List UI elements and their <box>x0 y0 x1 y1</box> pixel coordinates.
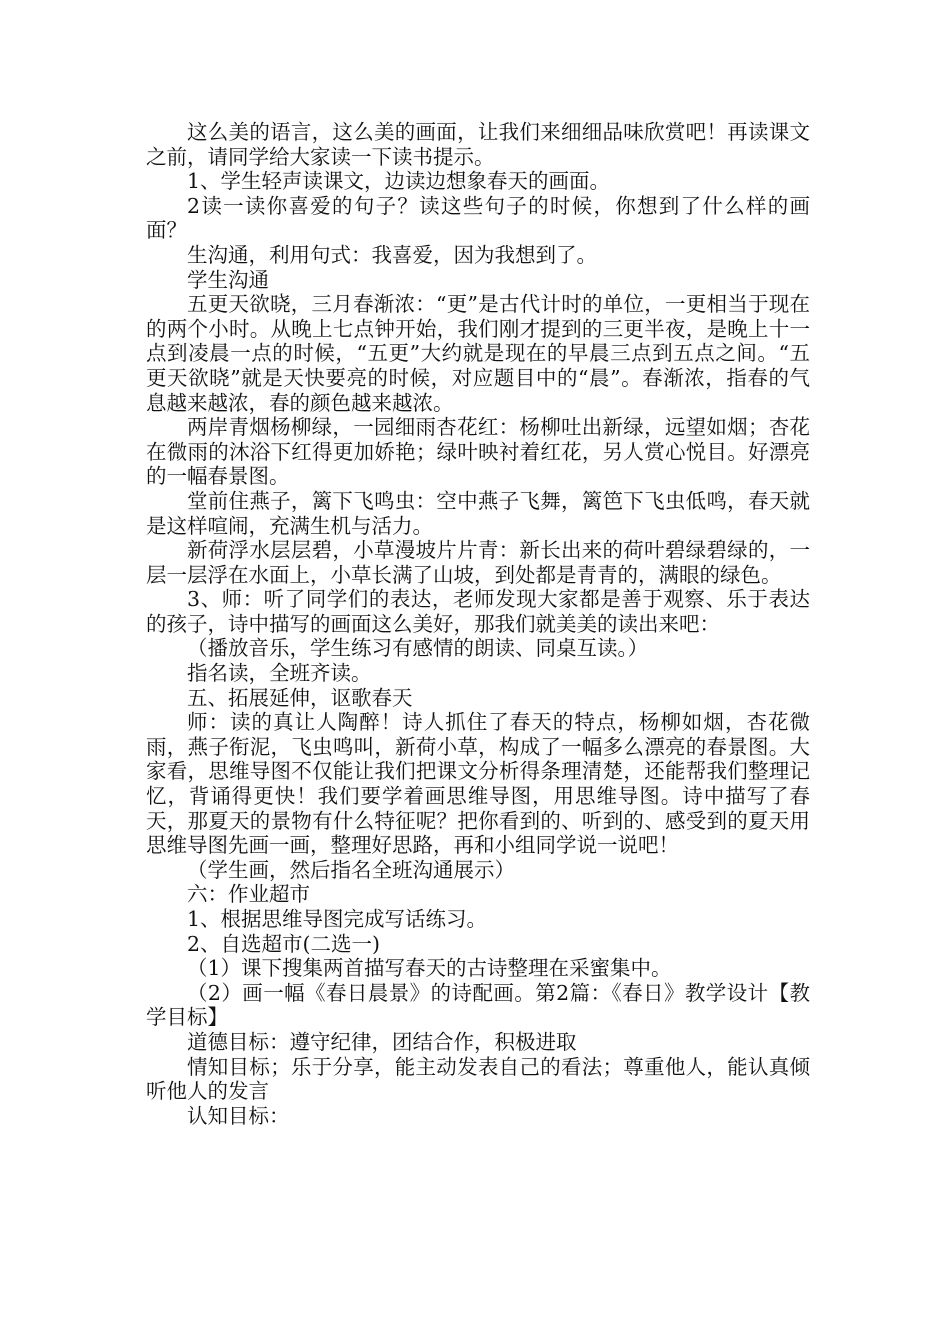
paragraph-2: 1、学生轻声读课文，边读边想象春天的画面。 <box>187 169 611 194</box>
paragraph-7: 两岸青烟杨柳绿，一园细雨杏花红：杨柳吐出新绿，远望如烟；杏花在微雨的沐浴下红得更加娇艳；绿叶映衬着红花，另人赏心悦目。好漂亮的一幅春景图。 <box>146 415 810 489</box>
paragraph-4: 生沟通，利用句式：我喜爱，因为我想到了。 <box>187 242 597 267</box>
paragraph-9: 新荷浮水层层碧，小草漫坡片片青：新长出来的荷叶碧绿碧绿的，一层一层浮在水面上，小草长满了山坡，到处都是青青的，满眼的绿色。 <box>146 538 810 587</box>
paragraph-23: 认知目标： <box>187 1103 290 1128</box>
paragraph-1: 这么美的语言，这么美的画面，让我们来细细品味欣赏吧！再读课文之前，请同学给大家读一下读书提示。 <box>146 120 810 169</box>
paragraph-15: （学生画，然后指名全班沟通展示） <box>187 857 515 882</box>
section-heading-extension: 五、拓展延伸，讴歌春天 <box>187 685 413 710</box>
section-heading-homework: 六：作业超市 <box>187 882 310 907</box>
document-body <box>146 120 810 1128</box>
paragraph-14: 师：读的真让人陶醉！诗人抓住了春天的特点，杨柳如烟，杏花微雨，燕子衔泥，飞虫鸣叫，新荷小草，构成了一幅多么漂亮的春景图。大家看，思维导图不仅能让我们把课文分析得条理清楚，还能帮我们整理记忆，背诵得更快！我们要学着画思维导图，用思维导图。诗中描写了春天，那夏天的景物有什么特征呢？把你看到的、听到的、感受到的夏天用思维导图先画一画，整理好思路，再和小组同学说一说吧！ <box>146 710 810 858</box>
paragraph-12: 指名读，全班齐读。 <box>187 661 372 686</box>
paragraph-3: 2读一读你喜爱的句子？读这些句子的时候，你想到了什么样的画面？ <box>146 193 810 243</box>
paragraph-22: 情知目标；乐于分享，能主动发表自己的看法；尊重他人，能认真倾听他人的发言 <box>146 1054 810 1104</box>
paragraph-10: 3、师：听了同学们的表达，老师发现大家都是善于观察、乐于表达的孩子，诗中描写的画面这么美好，那我们就美美的读出来吧： <box>146 587 810 636</box>
paragraph-19: （1）课下搜集两首描写春天的古诗整理在采蜜集中。 <box>187 956 672 981</box>
paragraph-8: 堂前住燕子，篱下飞鸣虫：空中燕子飞舞，篱笆下飞虫低鸣，春天就是这样喧闹，充满生机与活力。 <box>146 488 810 538</box>
paragraph-18: 2、自选超市(二选一) <box>187 931 381 956</box>
paragraph-5: 学生沟通 <box>187 267 269 292</box>
paragraph-17: 1、根据思维导图完成写话练习。 <box>187 907 488 931</box>
paragraph-11: （播放音乐，学生练习有感情的朗读、同桌互读。） <box>187 636 649 661</box>
paragraph-20: （2）画一幅《春日晨景》的诗配画。第2篇：《春日》教学设计【教学目标】 <box>146 980 810 1030</box>
paragraph-6: 五更天欲晓，三月春渐浓：“更”是古代计时的单位，一更相当于现在的两个小时。从晚上七点钟开始，我们刚才提到的三更半夜，是晚上十一点到凌晨一点的时候，“五更”大约就是现在的早晨三点到五点之间。“五更天欲晓”就是天快要亮的时候，对应题目中的“晨”。春渐浓，指春的气息越来越浓，春的颜色越来越浓。 <box>146 292 810 415</box>
paragraph-21: 道德目标：遵守纪律，团结合作，积极进取 <box>187 1029 577 1054</box>
